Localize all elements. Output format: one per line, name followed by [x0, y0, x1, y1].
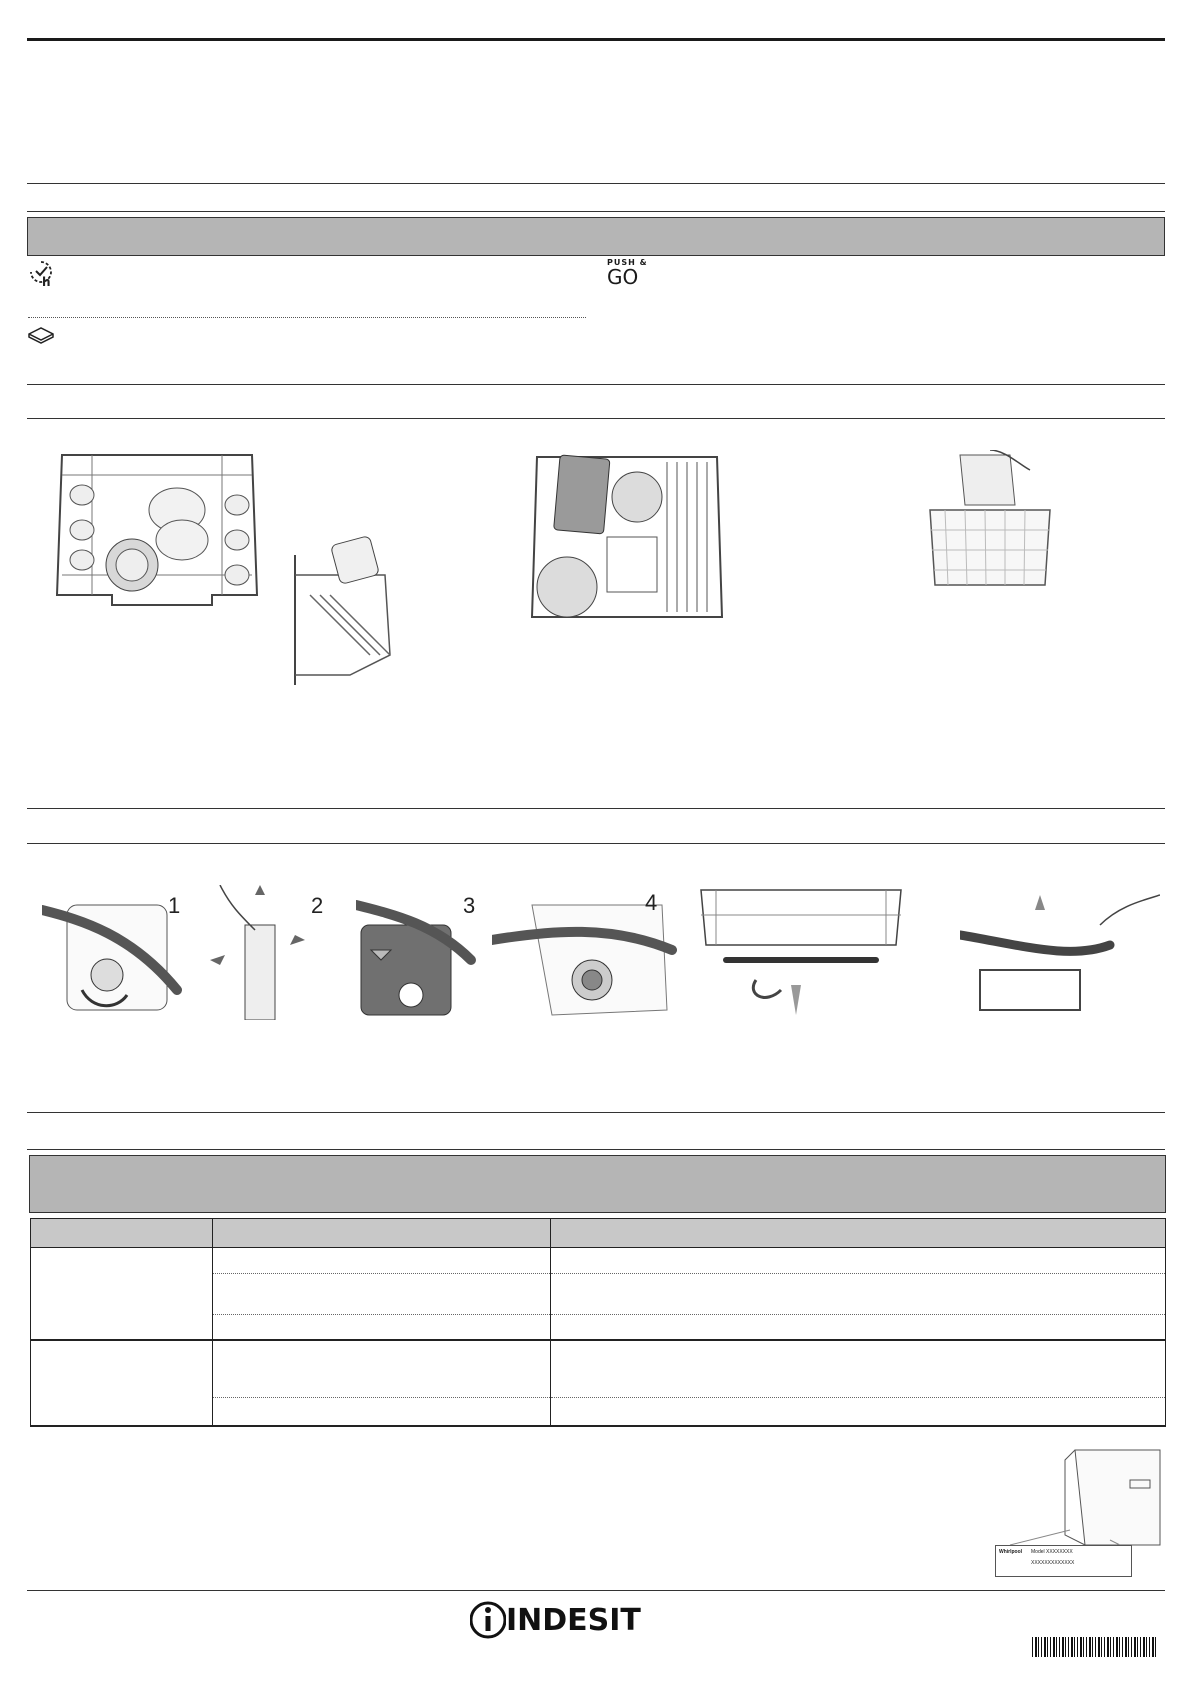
clock-h-icon — [28, 258, 54, 288]
cutlery-basket-illustration — [920, 450, 1070, 590]
step3-illustration — [356, 885, 476, 1020]
table-cell — [213, 1315, 551, 1341]
table-cell — [213, 1340, 551, 1398]
table-row — [31, 1340, 1166, 1398]
section-rule-4 — [27, 418, 1165, 419]
lower-spray-arm-illustration — [960, 885, 1160, 1020]
table-cell — [551, 1398, 1166, 1427]
section-rule-2 — [27, 211, 1165, 212]
indesit-logo-icon — [470, 1599, 506, 1641]
step-number-4: 4 — [645, 890, 658, 915]
table-cell — [213, 1274, 551, 1315]
push-go-line1: PUSH & — [607, 258, 648, 267]
options-header-band — [27, 217, 1165, 256]
rating-plate-model: Model XXXXXXXX — [1031, 1549, 1073, 1555]
push-go-icon — [607, 258, 651, 292]
dotted-separator — [28, 317, 586, 318]
rack-detail-illustration — [290, 535, 395, 690]
push-go-line2: GO — [607, 265, 639, 289]
upper-spray-arm-illustration — [696, 885, 906, 1025]
detergent-tablet-icon — [27, 325, 55, 345]
step-number-1: 1 — [168, 893, 181, 918]
step2-illustration — [210, 885, 320, 1020]
table-cell — [551, 1315, 1166, 1341]
section-rule-6 — [27, 843, 1165, 844]
table-cell — [213, 1248, 551, 1274]
barcode — [1032, 1637, 1156, 1657]
troubleshooting-header-band — [29, 1155, 1166, 1213]
step-number-2: 2 — [311, 893, 324, 918]
lower-basket-illustration — [52, 445, 262, 615]
section-rule-8 — [27, 1149, 1165, 1150]
footer-rule — [27, 1590, 1165, 1591]
troubleshooting-table — [30, 1218, 1166, 1427]
svg-text:h: h — [42, 275, 51, 288]
top-rule — [27, 38, 1165, 41]
table-header-cell — [31, 1219, 213, 1248]
table-cell — [31, 1340, 213, 1426]
table-cell — [551, 1340, 1166, 1398]
table-cell — [551, 1274, 1166, 1315]
brand-name: INDESIT — [506, 1603, 641, 1638]
table-cell — [213, 1398, 551, 1427]
table-header-row — [31, 1219, 1166, 1248]
section-rule-5 — [27, 808, 1165, 809]
step-number-3: 3 — [463, 893, 476, 918]
table-cell — [31, 1248, 213, 1341]
section-rule-7 — [27, 1112, 1165, 1113]
rating-plate-brand: Whirlpool — [999, 1549, 1023, 1555]
table-cell — [551, 1248, 1166, 1274]
step1-illustration — [42, 885, 182, 1015]
table-row — [31, 1248, 1166, 1274]
table-header-cell — [213, 1219, 551, 1248]
rating-plate — [995, 1545, 1132, 1577]
section-rule-3 — [27, 384, 1165, 385]
upper-basket-illustration — [527, 452, 727, 632]
rating-plate-code: XXXXXXXXXXXXX — [1031, 1560, 1075, 1566]
table-header-cell — [551, 1219, 1166, 1248]
section-rule-1 — [27, 183, 1165, 184]
